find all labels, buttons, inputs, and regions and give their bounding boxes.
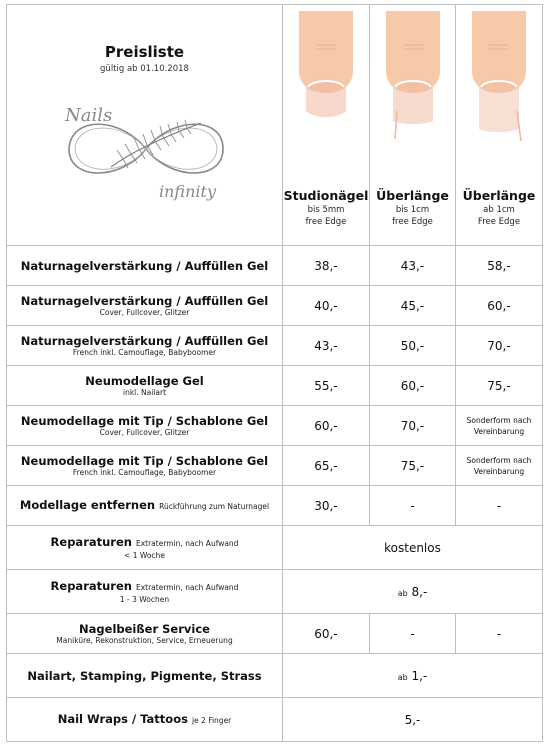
- price-cell: -: [456, 614, 543, 654]
- price-cell: 60,-: [283, 406, 370, 446]
- price-prefix: ab: [397, 588, 408, 598]
- service-name: Nailart, Stamping, Pigmente, Strass: [27, 668, 262, 683]
- table-row: [7, 406, 543, 446]
- column-name: Studionägel: [283, 188, 369, 203]
- column-length: bis 5mm: [307, 205, 345, 215]
- price-cell: 70,-: [370, 406, 456, 446]
- service-name: Neumodellage mit Tip / Schablone Gel: [20, 453, 269, 468]
- table-row: [7, 286, 543, 326]
- special-note-line: Vereinbarung: [473, 466, 525, 476]
- service-inline-note: je 2 Finger: [191, 715, 232, 725]
- service-detail: Cover, Fullcover, Glitzer: [99, 307, 190, 317]
- nail-length-medium-icon: [383, 11, 443, 141]
- service-line: [7, 579, 282, 595]
- service-name: Nagelbeißer Service: [79, 621, 210, 636]
- service-detail: inkl. Nailart: [122, 387, 167, 397]
- service-inline-note: Rückführung zum Naturnagel: [159, 501, 270, 511]
- service-detail: French inkl. Camouflage, Babyboomer: [72, 467, 217, 477]
- column-length: ab 1cm: [483, 205, 515, 215]
- service-name: Nail Wraps / Tattoos: [57, 711, 188, 726]
- price-cell: 43,-: [370, 246, 456, 286]
- column-name: Überlänge: [462, 188, 536, 203]
- service-inline-note: Extratermin, nach Aufwand: [135, 582, 239, 592]
- table-row: [7, 698, 543, 742]
- price-cell: -: [370, 614, 456, 654]
- table-row: [7, 526, 543, 570]
- column-header-studionaegel: [283, 5, 370, 246]
- special-note-line: Vereinbarung: [473, 426, 525, 436]
- span-price-cell: 5,-: [283, 698, 543, 742]
- service-name: Naturnagelverstärkung / Auffüllen Gel: [20, 333, 269, 348]
- table-row: [7, 614, 543, 654]
- service-name: Reparaturen: [50, 578, 132, 593]
- price-cell: 40,-: [283, 286, 370, 326]
- nails-infinity-logo: [51, 97, 241, 207]
- span-price-cell: kostenlos: [283, 526, 543, 570]
- service-detail: Cover, Fullcover, Glitzer: [99, 427, 190, 437]
- column-header-ueberlaenge-ab-1cm: [456, 5, 543, 246]
- special-price-cell: [456, 446, 543, 486]
- column-edge: Free Edge: [477, 217, 521, 227]
- span-price-cell: [283, 654, 543, 698]
- price-cell: 65,-: [283, 446, 370, 486]
- logo-word-nails: Nails: [65, 105, 113, 126]
- price-value: 8,-: [411, 584, 428, 599]
- price-cell: -: [456, 486, 543, 526]
- service-name: Neumodellage Gel: [85, 373, 204, 388]
- table-row: [7, 326, 543, 366]
- price-cell: 70,-: [456, 326, 543, 366]
- nail-length-short-icon: [296, 11, 356, 141]
- logo-word-infinity: infinity: [159, 182, 216, 201]
- service-line: [7, 712, 282, 728]
- column-edge: free Edge: [392, 217, 433, 227]
- special-note-line: Sonderform nach: [466, 415, 532, 425]
- service-name: Modellage entfernen: [19, 497, 156, 512]
- service-line: [7, 535, 282, 551]
- price-cell: 75,-: [456, 366, 543, 406]
- price-list-page: [6, 4, 542, 742]
- service-detail: French inkl. Camouflage, Babyboomer: [72, 347, 217, 357]
- price-cell: 60,-: [456, 286, 543, 326]
- price-cell: 58,-: [456, 246, 543, 286]
- price-value: 1,-: [411, 668, 428, 683]
- service-name: Naturnagelverstärkung / Auffüllen Gel: [20, 258, 269, 273]
- table-row: [7, 654, 543, 698]
- service-name: Neumodellage mit Tip / Schablone Gel: [20, 413, 269, 428]
- service-detail: 1 - 3 Wochen: [119, 594, 170, 604]
- service-line: [7, 498, 282, 514]
- span-price-cell: [283, 570, 543, 614]
- service-detail: Maniküre, Rekonstruktion, Service, Erneuerung: [56, 635, 233, 645]
- column-edge: free Edge: [305, 217, 347, 227]
- price-table: [6, 4, 543, 742]
- service-detail: < 1 Woche: [124, 550, 165, 560]
- price-cell: -: [370, 486, 456, 526]
- valid-from-date: gültig ab 01.10.2018: [100, 64, 189, 74]
- price-prefix: ab: [397, 672, 408, 682]
- table-row: [7, 486, 543, 526]
- price-cell: 43,-: [283, 326, 370, 366]
- table-row: [7, 366, 543, 406]
- price-cell: 50,-: [370, 326, 456, 366]
- page-title: Preisliste: [104, 43, 185, 61]
- price-cell: 38,-: [283, 246, 370, 286]
- special-price-cell: [456, 406, 543, 446]
- price-cell: 55,-: [283, 366, 370, 406]
- price-cell: 75,-: [370, 446, 456, 486]
- price-cell: 45,-: [370, 286, 456, 326]
- service-name: Naturnagelverstärkung / Auffüllen Gel: [20, 293, 269, 308]
- table-row: [7, 446, 543, 486]
- special-note-line: Sonderform nach: [466, 455, 532, 465]
- table-row: [7, 570, 543, 614]
- column-header-ueberlaenge-1cm: [370, 5, 456, 246]
- header-cell: [7, 5, 283, 246]
- column-length: bis 1cm: [395, 205, 430, 215]
- nail-length-long-icon: [469, 11, 529, 141]
- price-cell: 60,-: [283, 614, 370, 654]
- table-row: [7, 246, 543, 286]
- price-cell: 60,-: [370, 366, 456, 406]
- service-inline-note: Extratermin, nach Aufwand: [135, 538, 239, 548]
- column-name: Überlänge: [376, 188, 449, 203]
- service-name: Reparaturen: [50, 534, 132, 549]
- price-cell: 30,-: [283, 486, 370, 526]
